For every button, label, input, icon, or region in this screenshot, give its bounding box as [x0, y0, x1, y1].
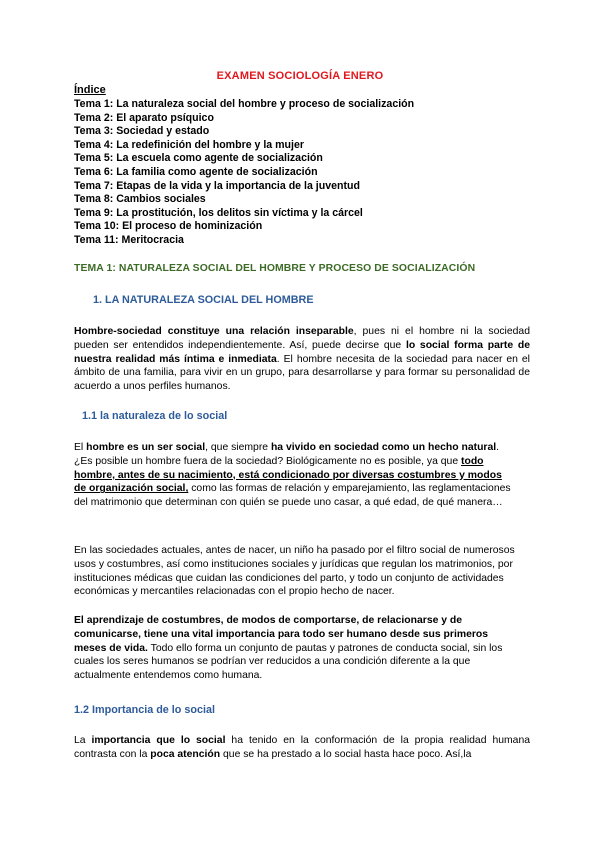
index-item: Tema 2: El aparato psíquico	[74, 111, 214, 124]
p2-text-1: El	[74, 442, 87, 453]
p5-text-2: ha tenido en la conformación de la propia realidad humana contrasta con la	[74, 735, 530, 760]
paragraph-1	[74, 325, 530, 394]
index-item: Tema 7: Etapas de la vida y la importancia de la juventud	[74, 179, 360, 192]
section11-heading: 1.1 la naturaleza de lo social	[82, 410, 228, 422]
index-item: Tema 10: El proceso de hominización	[74, 220, 263, 233]
index-item: Tema 5: La escuela como agente de socialización	[74, 152, 323, 165]
index-item: Tema 3: Sociedad y estado	[74, 125, 210, 138]
section12-heading: 1.2 Importancia de lo social	[74, 704, 216, 716]
paragraph-2	[74, 441, 514, 510]
p5-bold-2: poca atención	[150, 748, 221, 760]
index-item: Tema 6: La familia como agente de socialización	[74, 165, 318, 178]
paragraph-3	[74, 544, 519, 599]
index-heading: Índice	[74, 84, 106, 96]
index-item: Tema 1: La naturaleza social del hombre y proceso de socialización	[74, 98, 415, 110]
p1-bold-1: Hombre-sociedad constituye una relación inseparable	[74, 326, 354, 337]
p3-text: En las sociedades actuales, antes de nacer, un niño ha pasado por el filtro social de numerosos usos y costumbres, así como instituciones sociales y jurídicas que regulan los matrimonios, por instituciones médicas que cuidan las condiciones del parto, y todo un conjunto de actividades económicas y mercantiles relacionadas con el propio hecho de nacer.	[74, 545, 515, 598]
index-item: Tema 11: Meritocracia	[74, 233, 184, 246]
p1-text-1: , pues ni el hombre ni la sociedad pueden ser entendidos independientemente. Así, puede decirse que	[74, 326, 530, 351]
p4-text: Todo ello forma un conjunto de pautas y patrones de conducta social, sin los cuales los seres humanos se podrían ver reducidos a una condición diferente a la que actualmente entendemos como humana.	[74, 642, 503, 682]
p5-text-3: que se ha prestado a lo social hasta hace poco. Así,la	[220, 748, 472, 760]
p2-text-3: . ¿Es posible un hombre fuera de la sociedad? Biológicamente no es posible, ya que	[74, 442, 500, 467]
index-item: Tema 8: Cambios sociales	[74, 193, 206, 206]
index-item: Tema 9: La prostitución, los delitos sin víctima y la cárcel	[74, 206, 363, 219]
index-list	[74, 98, 414, 248]
p1-text-2: . El hombre necesita de la sociedad para nacer en el ámbito de una familia, para vivir en un grupo, para desarrollarse y para formar su personalidad de acuerdo a unos perfiles humanos.	[74, 353, 530, 393]
p2-bold-underlined: todo hombre, antes de su nacimiento, está condicionado por diversas costumbres y modos de organización social,	[74, 455, 502, 495]
document-title: EXAMEN SOCIOLOGÍA ENERO	[216, 70, 384, 82]
p5-text-1: La	[74, 735, 92, 746]
p2-bold-1: hombre es un ser social	[86, 442, 206, 453]
p2-text-4: como las formas de relación y emparejamiento, las reglamentaciones del matrimonio que determinan con quién se puede uno casar, a qué edad, de qué manera…	[74, 483, 511, 509]
tema1-heading: TEMA 1: NATURALEZA SOCIAL DEL HOMBRE Y PROCESO DE SOCIALIZACIÓN	[74, 263, 476, 274]
p2-text-2: , que siempre	[205, 442, 271, 453]
paragraph-5	[74, 734, 530, 762]
section1-heading: 1. LA NATURALEZA SOCIAL DEL HOMBRE	[93, 294, 314, 306]
p2-bold-2: ha vivido en sociedad como un hecho natural	[270, 442, 497, 453]
p1-bold-2: lo social forma parte de nuestra realidad más íntima e inmediata	[74, 339, 530, 365]
p5-bold-1: importancia que lo social	[91, 735, 226, 746]
paragraph-4	[74, 614, 519, 683]
index-item: Tema 4: La redefinición del hombre y la mujer	[74, 138, 304, 151]
p4-bold: El aprendizaje de costumbres, de modos de comportarse, de relacionarse y de comunicarse, tiene una vital importancia para todo ser humano desde sus primeros meses de vida.	[74, 615, 489, 654]
